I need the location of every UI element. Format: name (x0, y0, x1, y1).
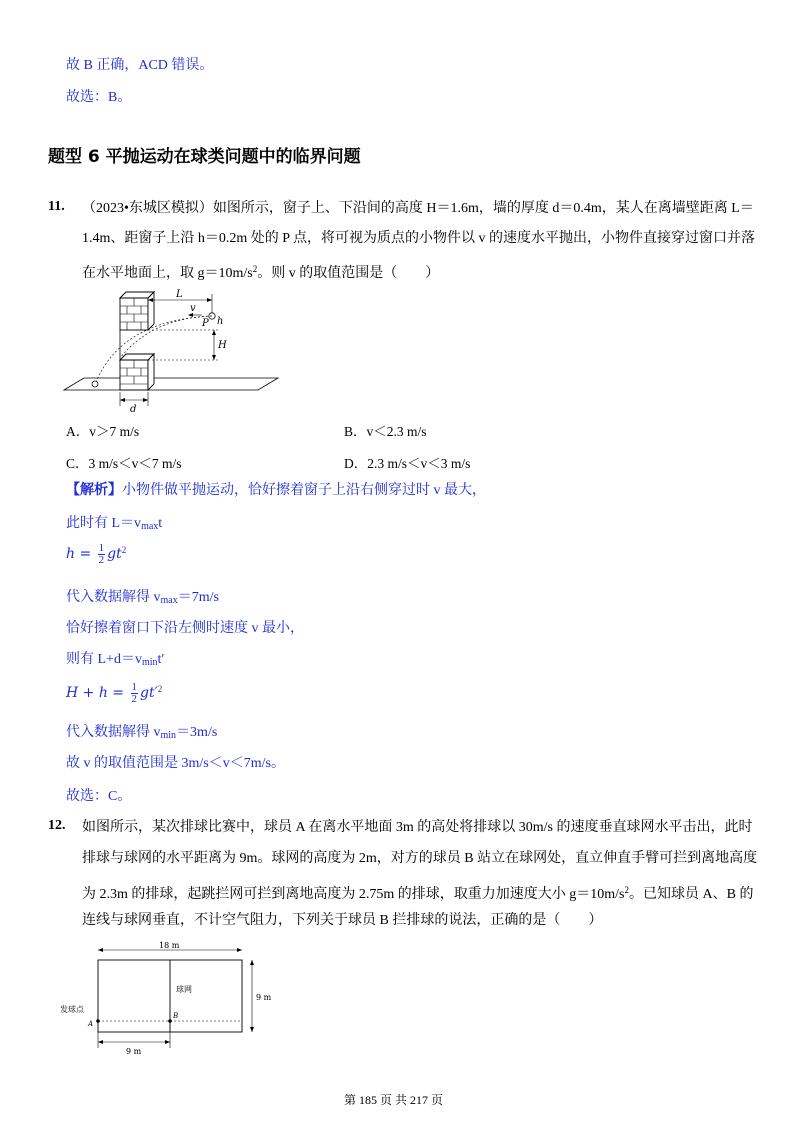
label-net: 球网 (176, 985, 192, 994)
q11-solution-line2: 此时有 $L=v_{max}t$ (66, 516, 163, 532)
label-H: H (218, 340, 227, 351)
q11-option-a: A．v＞7 m/s (66, 424, 140, 439)
q11-solution-line7: 故 v 的取值范围是 3m/s＜v＜7m/s。 (66, 756, 285, 771)
label-18m: 18 m (159, 941, 180, 950)
q11-option-b: B．v＜2.3 m/s (344, 424, 427, 439)
q11-window-diagram (62, 288, 282, 413)
q11-stem-line1: （2023•东城区模拟）如图所示，窗子上、下沿间的高度 H＝1.6m，墙的厚度 d＝0.4m，某人在离墙壁距离 L＝ (82, 201, 754, 216)
q12-number: 12. (48, 818, 66, 833)
q11-solution-line1: 【解析】小物件做平抛运动，恰好擦着窗子上沿右侧穿过时 v 最大， (66, 483, 486, 498)
label-P: P (202, 318, 209, 329)
q12-stem-line4: 连线与球网垂直，不计空气阻力，下列关于球员 B 拦排球的说法，正确的是（ ） (82, 913, 603, 928)
page-footer: 第 185 页 共 217 页 (344, 1093, 444, 1107)
q11-solution-line5: 则有 $L+d=v_{min}t'$ (66, 652, 165, 668)
q12-stem-line2: 排球与球网的水平距离为 9m。球网的高度为 2m，对方的球员 B 站立在球网处，直立伸直手臂可拦到离地高度 (82, 851, 758, 866)
prev-solution-conclusion: 故 B 正确，ACD 错误。 (66, 58, 214, 73)
point-B (168, 1019, 172, 1023)
section-title: 题型 6 平抛运动在球类问题中的临界问题 (48, 147, 361, 167)
q11-solution-line4: 恰好擦着窗口下沿左侧时速度 v 最小， (66, 621, 304, 636)
q11-solution-line6: 代入数据解得 $v_{min}=3m/s$ (66, 725, 218, 741)
q11-equation-1: h = $\frac{1}{2}$ $gt^2$ (66, 542, 127, 566)
label-9m-side: 9 m (256, 993, 272, 1002)
q12-stem-line1: 如图所示，某次排球比赛中，球员 A 在离水平地面 3m 的高处将排球以 30m/s 的速度垂直球网水平击出，此时 (82, 820, 753, 835)
q11-stem-line3: 在水平地面上，取 $g=10m/s^2$。则 v 的取值范围是（ ） (82, 264, 440, 281)
upper-wall-block (120, 292, 154, 330)
solution-tag: 【解析】 (66, 483, 122, 498)
q11-number: 11. (48, 199, 65, 214)
q11-solution-answer: 故选：C。 (66, 789, 132, 804)
label-v: v (190, 303, 196, 314)
q11-equation-2: H + h = $\frac{1}{2}$ $gt'^2$ (66, 681, 163, 705)
q11-option-d: D．2.3 m/s＜v＜3 m/s (344, 456, 471, 471)
q12-volleyball-court-diagram (60, 940, 280, 1060)
q11-solution-line3: 代入数据解得 $v_{max}=7m/s$ (66, 590, 219, 606)
label-serve-point: 发球点 (60, 1005, 84, 1014)
label-A: A (88, 1020, 94, 1028)
lower-wall-block (120, 354, 154, 390)
label-d: d (130, 404, 137, 413)
q11-stem-line2: 1.4m、距窗子上沿 h＝0.2m 处的 P 点，将可视为质点的小物件以 v 的速度水平抛出，小物件直接穿过窗口并落 (82, 231, 756, 246)
label-B: B (173, 1012, 179, 1020)
prev-solution-answer: 故选：B。 (66, 90, 132, 105)
label-L: L (176, 289, 183, 300)
label-9m-bottom: 9 m (126, 1047, 142, 1056)
label-h: h (217, 316, 224, 327)
q11-option-c: C．3 m/s＜v＜7 m/s (66, 456, 182, 471)
q12-stem-line3: 为 2.3m 的排球，起跳拦网可拦到离地高度为 2.75m 的排球，取重力加速度大小 $g=10m/s^2$。已知球员 A、B 的 (82, 885, 754, 902)
landed-ball (92, 381, 98, 387)
